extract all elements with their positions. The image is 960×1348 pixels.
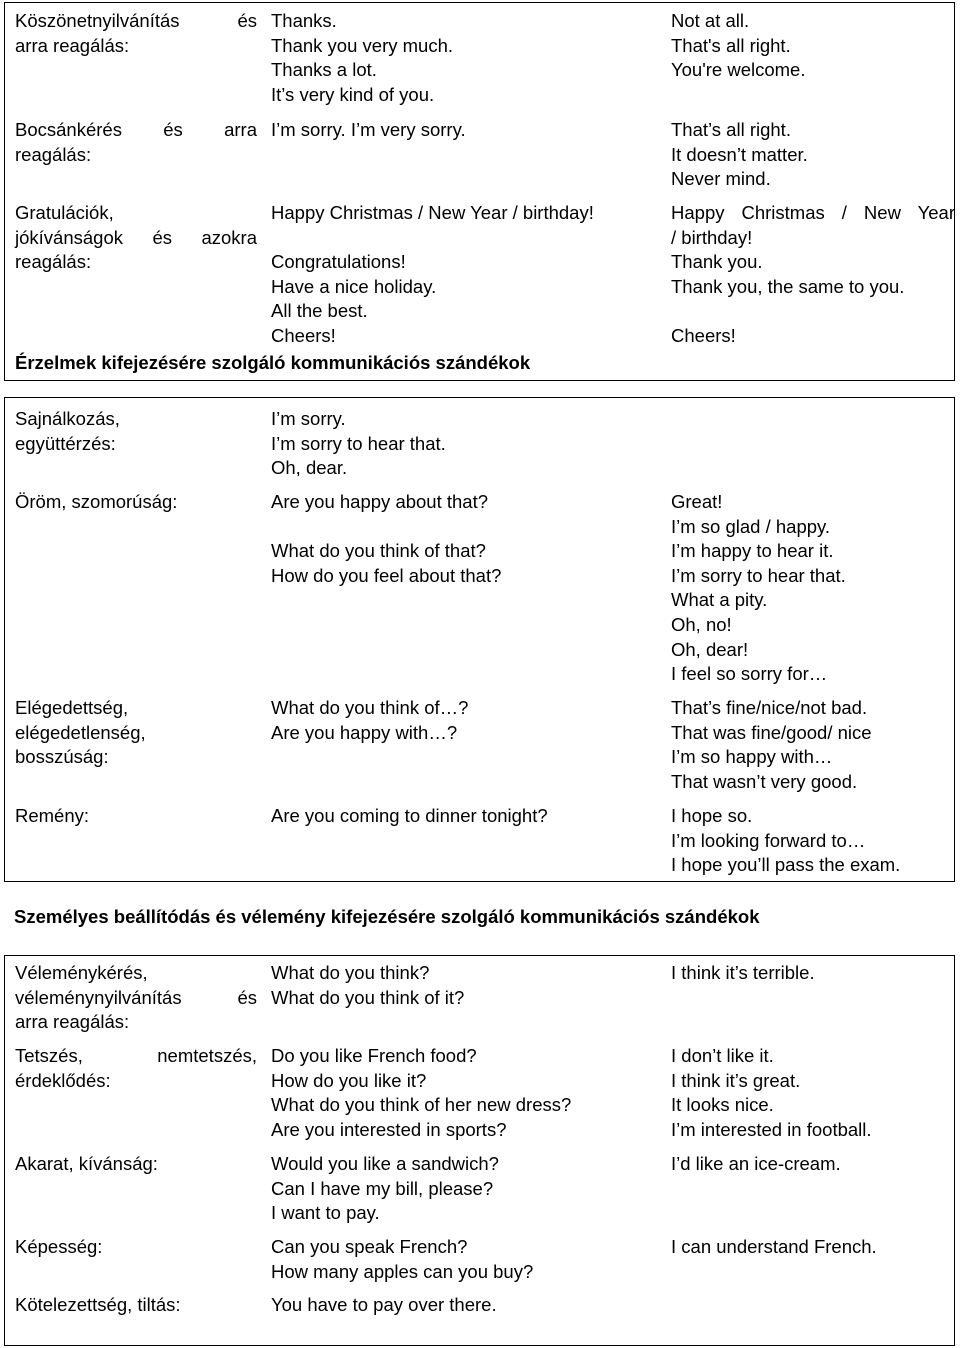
response-spacer bbox=[671, 299, 955, 324]
category-cell bbox=[15, 1235, 102, 1260]
response-line: Oh, no! bbox=[671, 613, 732, 635]
response-line: I’m sorry to hear that. bbox=[671, 564, 846, 586]
phrase-line: I’m sorry. bbox=[271, 408, 346, 429]
phrase-line: I want to pay. bbox=[271, 1202, 380, 1224]
category-cell bbox=[15, 490, 177, 515]
response-line: Cheers! bbox=[671, 324, 736, 346]
response-line: I’m looking forward to… bbox=[671, 829, 866, 851]
category-line: Kötelezettség, tiltás: bbox=[15, 1294, 181, 1315]
category-line: elégedetlenség, bbox=[15, 721, 146, 743]
phrases-cell bbox=[271, 1044, 571, 1142]
response-line: I can understand French. bbox=[671, 1236, 877, 1257]
response-line: Not at all. bbox=[671, 10, 750, 31]
category-line: Remény: bbox=[15, 805, 90, 826]
phrase-line: Thank you very much. bbox=[271, 34, 453, 56]
phrase-line: What do you think of…? bbox=[271, 697, 469, 718]
category-line: jókívánságok és azokra bbox=[15, 226, 257, 248]
responses-cell bbox=[671, 1152, 841, 1177]
category-cell bbox=[15, 1293, 181, 1318]
category-line: véleménynyilvánítás és bbox=[15, 986, 257, 1008]
phrases-cell bbox=[271, 201, 594, 349]
phrase-spacer bbox=[271, 226, 594, 251]
category-line: Sajnálkozás, bbox=[15, 408, 120, 429]
phrases-cell bbox=[271, 961, 464, 1010]
response-line: Oh, dear! bbox=[671, 638, 749, 660]
response-line: I’m so happy with… bbox=[671, 746, 833, 768]
response-line: You're welcome. bbox=[671, 59, 806, 81]
response-line: I think it’s great. bbox=[671, 1069, 801, 1091]
response-line: I don’t like it. bbox=[671, 1045, 774, 1066]
phrase-line: Can you speak French? bbox=[271, 1236, 468, 1257]
responses-cell bbox=[671, 696, 872, 794]
responses-cell bbox=[671, 201, 955, 349]
response-line: I hope you’ll pass the exam. bbox=[671, 854, 901, 876]
response-line: Thank you. bbox=[671, 251, 763, 273]
phrase-line: Do you like French food? bbox=[271, 1045, 477, 1066]
phrases-cell bbox=[271, 804, 548, 829]
category-line: arra reagálás: bbox=[15, 1011, 130, 1033]
response-line: That was fine/good/ nice bbox=[671, 721, 872, 743]
responses-cell bbox=[671, 1235, 877, 1260]
phrase-line: Are you coming to dinner tonight? bbox=[271, 805, 548, 826]
phrase-line: What do you think of that? bbox=[271, 540, 486, 562]
response-line: What a pity. bbox=[671, 589, 768, 611]
response-line: I hope so. bbox=[671, 805, 753, 826]
response-line: Great! bbox=[671, 491, 723, 512]
phrases-cell bbox=[271, 9, 453, 107]
category-line: Tetszés, nemtetszés, bbox=[15, 1045, 257, 1066]
response-line: That’s all right. bbox=[671, 119, 791, 140]
responses-cell bbox=[671, 118, 808, 192]
category-line: arra reagálás: bbox=[15, 34, 130, 56]
phrases-cell bbox=[271, 1235, 533, 1284]
phrase-line: What do you think of it? bbox=[271, 986, 465, 1008]
category-line: Elégedettség, bbox=[15, 697, 129, 718]
phrase-line: Would you like a sandwich? bbox=[271, 1153, 499, 1174]
response-line: It looks nice. bbox=[671, 1094, 774, 1116]
table-greetings bbox=[4, 2, 955, 381]
category-line: reagálás: bbox=[15, 251, 92, 273]
category-cell bbox=[15, 201, 257, 275]
category-line: reagálás: bbox=[15, 143, 92, 165]
responses-cell bbox=[671, 804, 900, 878]
category-cell bbox=[15, 804, 89, 829]
response-line: I’m happy to hear it. bbox=[671, 540, 834, 562]
responses-cell bbox=[671, 961, 815, 986]
category-line: Gratulációk, bbox=[15, 202, 114, 223]
category-line: Bocsánkérés és arra bbox=[15, 119, 257, 140]
section-heading-emotions: Érzelmek kifejezésére szolgáló kommunikációs szándékok bbox=[15, 352, 531, 373]
response-line: I feel so sorry for… bbox=[671, 663, 828, 685]
section-heading-opinions: Személyes beállítódás és vélemény kifejezésére szolgáló kommunikációs szándékok bbox=[14, 906, 760, 927]
response-line: It doesn’t matter. bbox=[671, 143, 808, 165]
phrase-line: I’m sorry. I’m very sorry. bbox=[271, 119, 466, 140]
phrases-cell bbox=[271, 1293, 497, 1318]
phrase-spacer bbox=[271, 515, 501, 540]
table-opinions bbox=[4, 955, 955, 1346]
response-line: / birthday! bbox=[671, 226, 753, 248]
response-line: That’s fine/nice/not bad. bbox=[671, 697, 868, 718]
phrases-cell bbox=[271, 407, 446, 481]
phrase-line: Congratulations! bbox=[271, 251, 406, 273]
category-line: Képesség: bbox=[15, 1236, 103, 1257]
response-line: That's all right. bbox=[671, 34, 791, 56]
category-cell bbox=[15, 696, 146, 770]
responses-cell bbox=[671, 1044, 872, 1142]
category-line: bosszúság: bbox=[15, 746, 109, 768]
phrase-line: Cheers! bbox=[271, 324, 336, 346]
responses-cell bbox=[671, 9, 805, 83]
phrase-line: I’m sorry to hear that. bbox=[271, 432, 446, 454]
phrases-cell bbox=[271, 490, 501, 588]
phrase-line: It’s very kind of you. bbox=[271, 83, 435, 105]
phrase-line: Can I have my bill, please? bbox=[271, 1177, 494, 1199]
response-line: I’m interested in football. bbox=[671, 1118, 872, 1140]
phrase-line: Have a nice holiday. bbox=[271, 275, 437, 297]
category-line: Öröm, szomorúság: bbox=[15, 491, 178, 512]
phrase-line: How do you like it? bbox=[271, 1069, 427, 1091]
response-line: Never mind. bbox=[671, 168, 771, 190]
response-line: I think it’s terrible. bbox=[671, 962, 815, 983]
category-line: Akarat, kívánság: bbox=[15, 1153, 158, 1174]
phrase-line: Thanks a lot. bbox=[271, 59, 377, 81]
phrase-line: You have to pay over there. bbox=[271, 1294, 497, 1315]
phrase-line: All the best. bbox=[271, 300, 368, 322]
category-cell bbox=[15, 1152, 158, 1177]
phrase-line: How do you feel about that? bbox=[271, 564, 502, 586]
category-cell bbox=[15, 1044, 257, 1093]
phrase-line: What do you think of her new dress? bbox=[271, 1094, 572, 1116]
category-cell bbox=[15, 961, 257, 1035]
category-line: Köszönetnyilvánítás és bbox=[15, 10, 257, 31]
response-line: Happy Christmas / New Year bbox=[671, 202, 955, 223]
response-line: I’d like an ice-cream. bbox=[671, 1153, 841, 1174]
category-cell bbox=[15, 407, 120, 456]
phrase-line: Thanks. bbox=[271, 10, 337, 31]
phrase-line: Are you happy with…? bbox=[271, 721, 458, 743]
category-line: Véleménykérés, bbox=[15, 962, 148, 983]
category-cell bbox=[15, 118, 257, 167]
response-line: That wasn’t very good. bbox=[671, 770, 858, 792]
phrase-line: Are you interested in sports? bbox=[271, 1118, 507, 1140]
phrase-line: Happy Christmas / New Year / birthday! bbox=[271, 202, 594, 223]
phrases-cell bbox=[271, 696, 468, 745]
phrase-line: Are you happy about that? bbox=[271, 491, 489, 512]
category-line: együttérzés: bbox=[15, 432, 116, 454]
category-line: érdeklődés: bbox=[15, 1069, 111, 1091]
table-emotions bbox=[4, 397, 955, 882]
phrases-cell bbox=[271, 118, 466, 143]
category-cell bbox=[15, 9, 257, 58]
phrase-line: Oh, dear. bbox=[271, 457, 348, 479]
phrase-line: What do you think? bbox=[271, 962, 430, 983]
phrases-cell bbox=[271, 1152, 499, 1226]
phrase-line: How many apples can you buy? bbox=[271, 1260, 534, 1282]
response-line: I’m so glad / happy. bbox=[671, 515, 831, 537]
responses-cell bbox=[671, 490, 846, 687]
response-line: Thank you, the same to you. bbox=[671, 275, 905, 297]
